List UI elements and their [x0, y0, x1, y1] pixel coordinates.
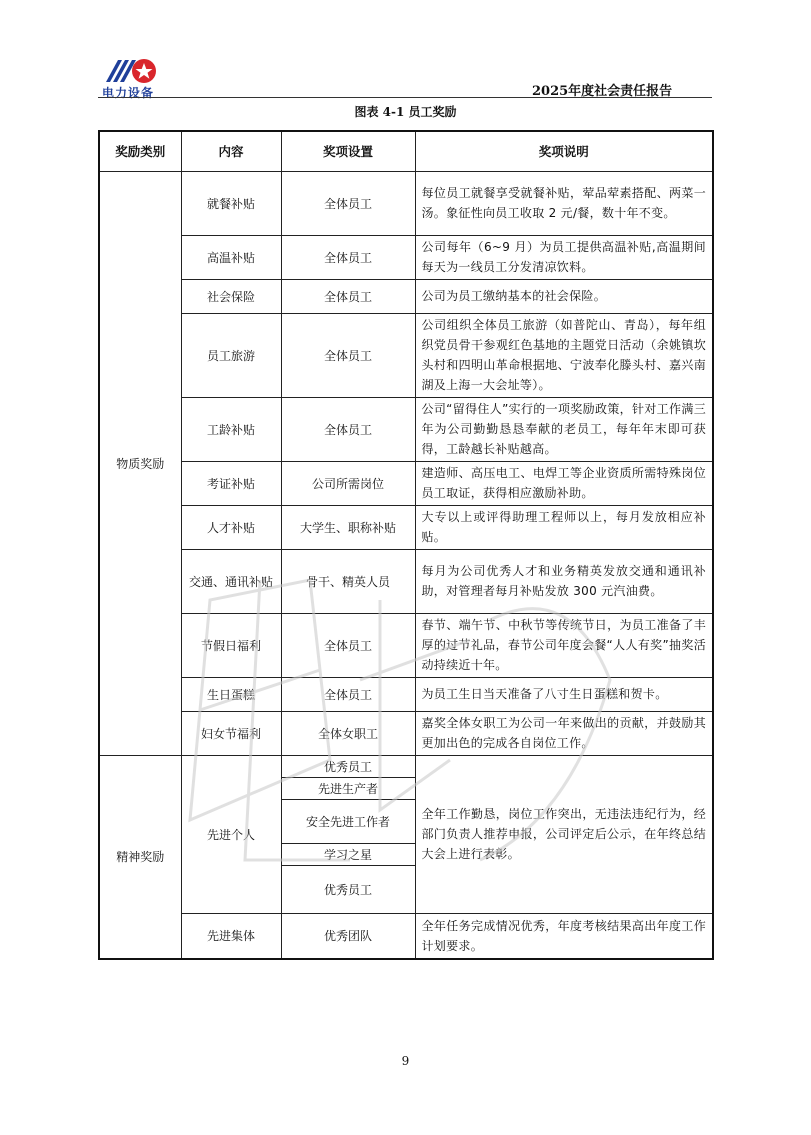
cell-content: 员工旅游: [181, 313, 281, 397]
cell-setting: 全体员工: [281, 235, 415, 279]
cell-setting: 全体女职工: [281, 711, 415, 755]
cell-setting: 安全先进工作者: [281, 799, 415, 843]
table-row: [99, 171, 713, 235]
cell-description: 大专以上或评得助理工程师以上，每月发放相应补贴。: [415, 505, 713, 549]
cell-description: 全年任务完成情况优秀，年度考核结果高出年度工作计划要求。: [415, 913, 713, 959]
cell-setting: 优秀团队: [281, 913, 415, 959]
cell-content: 先进集体: [181, 913, 281, 959]
cell-description: 每位员工就餐享受就餐补贴，荤品荤素搭配、两菜一汤。象征性向员工收取 2 元/餐，数十年不变。: [415, 171, 713, 235]
category-material: 物质奖励: [99, 171, 181, 755]
cell-setting: 全体员工: [281, 313, 415, 397]
cell-setting: 大学生、职称补贴: [281, 505, 415, 549]
cell-setting: 骨干、精英人员: [281, 549, 415, 613]
cell-description: 公司“留得住人”实行的一项奖励政策，针对工作满三年为公司勤勤恳恳奉献的老员工，每年年末即可获得，工龄越长补贴越高。: [415, 397, 713, 461]
report-title: 2025年度社会责任报告: [532, 84, 673, 99]
cell-setting: 全体员工: [281, 279, 415, 313]
cell-content: 妇女节福利: [181, 711, 281, 755]
cell-description: 嘉奖全体女职工为公司一年来做出的贡献，并鼓励其更加出色的完成各自岗位工作。: [415, 711, 713, 755]
table-row: [99, 913, 713, 959]
table-row: [99, 613, 713, 677]
cell-setting: 先进生产者: [281, 777, 415, 799]
cell-description: 公司每年（6~9 月）为员工提供高温补贴,高温期间每天为一线员工分发清凉饮料。: [415, 235, 713, 279]
table-row: [99, 235, 713, 279]
cell-content: 考证补贴: [181, 461, 281, 505]
table-row: [99, 397, 713, 461]
cell-description: 建造师、高压电工、电焊工等企业资质所需特殊岗位员工取证，获得相应激励补助。: [415, 461, 713, 505]
cell-description: 每月为公司优秀人才和业务精英发放交通和通讯补助，对管理者每月补贴发放 300 元汽油费。: [415, 549, 713, 613]
cell-description: 为员工生日当天准备了八寸生日蛋糕和贺卡。: [415, 677, 713, 711]
category-spiritual: 精神奖励: [99, 755, 181, 959]
header-content: 内容: [181, 131, 281, 171]
cell-setting: 公司所需岗位: [281, 461, 415, 505]
table-row: [99, 755, 713, 777]
table-row: [99, 677, 713, 711]
cell-content: 工龄补贴: [181, 397, 281, 461]
header-category: 奖励类别: [99, 131, 181, 171]
cell-setting: 优秀员工: [281, 865, 415, 913]
cell-content: 交通、通讯补贴: [181, 549, 281, 613]
cell-description: 公司组织全体员工旅游（如普陀山、青岛），每年组织党员骨干参观红色基地的主题党日活动（余姚镇坎头村和四明山革命根据地、宁波奉化滕头村、嘉兴南湖及上海一大会址等）。: [415, 313, 713, 397]
table-header-row: [99, 131, 713, 171]
cell-setting: 全体员工: [281, 677, 415, 711]
page-number: 9: [401, 1054, 410, 1068]
cell-content: 人才补贴: [181, 505, 281, 549]
cell-setting: 全体员工: [281, 397, 415, 461]
table-row: [99, 549, 713, 613]
header-description: 奖项说明: [415, 131, 713, 171]
header-setting: 奖项设置: [281, 131, 415, 171]
figure-title: 图表 4-1 员工奖励: [354, 105, 457, 119]
employee-awards-table: [98, 130, 714, 960]
table-row: [99, 711, 713, 755]
table-row: [99, 505, 713, 549]
table-row: [99, 461, 713, 505]
cell-setting: 学习之星: [281, 843, 415, 865]
logo-text: 电力设备: [102, 86, 155, 100]
cell-content: 高温补贴: [181, 235, 281, 279]
cell-content: 就餐补贴: [181, 171, 281, 235]
cell-content: 社会保险: [181, 279, 281, 313]
cell-content: 生日蛋糕: [181, 677, 281, 711]
cell-description: 春节、端午节、中秋节等传统节日，为员工准备了丰厚的过节礼品，春节公司年度会餐“人人有奖”抽奖活动持续近十年。: [415, 613, 713, 677]
cell-description: 公司为员工缴纳基本的社会保险。: [415, 279, 713, 313]
cell-setting: 全体员工: [281, 171, 415, 235]
cell-setting: 优秀员工: [281, 755, 415, 777]
table-row: [99, 313, 713, 397]
cell-description-individual: 全年工作勤恳，岗位工作突出，无违法违纪行为，经部门负责人推荐申报，公司评定后公示，在年终总结大会上进行表彰。: [415, 755, 713, 913]
cell-content: 节假日福利: [181, 613, 281, 677]
cell-setting: 全体员工: [281, 613, 415, 677]
header-divider: [98, 97, 712, 98]
table-row: [99, 279, 713, 313]
cell-content-individual: 先进个人: [181, 755, 281, 913]
